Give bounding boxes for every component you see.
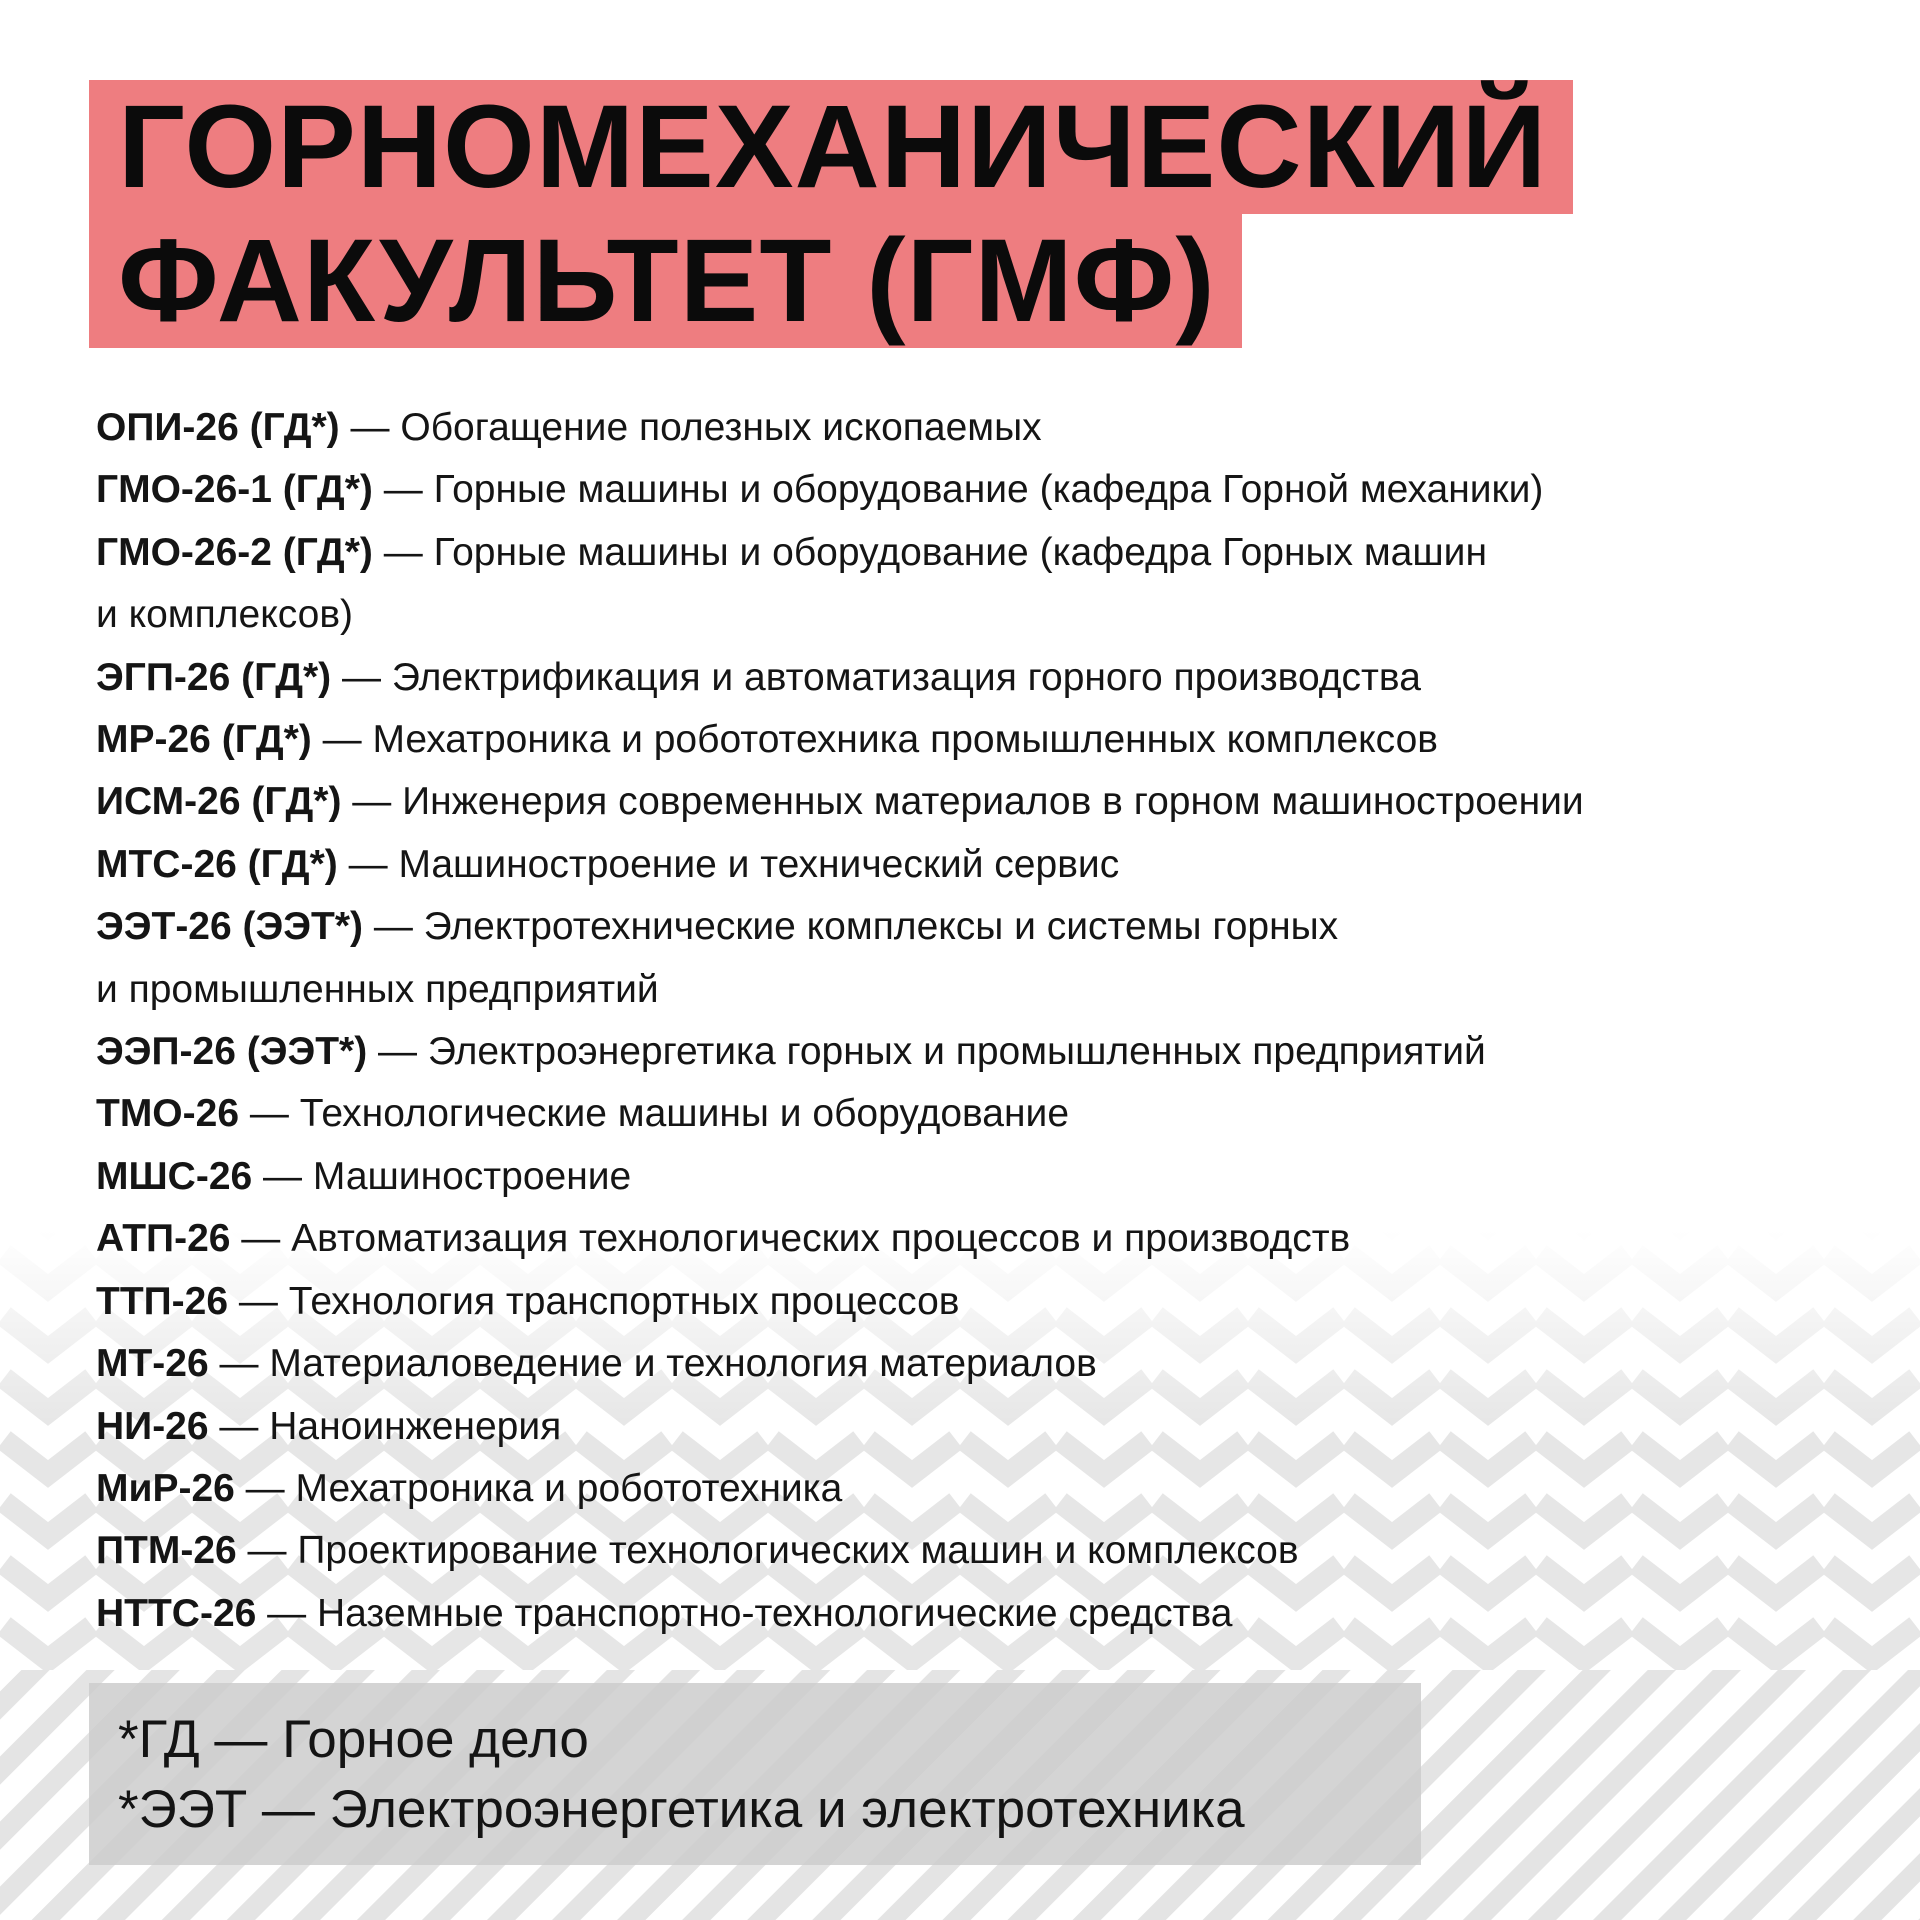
program-name: Горные машины и оборудование (кафедра Горной механики)	[433, 468, 1544, 512]
program-separator: —	[341, 780, 403, 824]
program-separator: —	[252, 1154, 313, 1198]
program-item	[96, 647, 1896, 709]
program-name: Автоматизация технологических процессов и производств	[291, 1217, 1351, 1261]
program-name: Горные машины и оборудование (кафедра Горных машин	[433, 530, 1487, 574]
program-name-continued: и промышленных предприятий	[96, 967, 659, 1011]
program-name-continued: и комплексов)	[96, 593, 354, 637]
program-name: Машиностроение и технический сервис	[398, 842, 1120, 886]
program-code: НТТС-26	[96, 1591, 257, 1635]
program-separator: —	[239, 1092, 300, 1136]
page-title	[89, 80, 1573, 348]
program-separator: —	[208, 1404, 270, 1448]
program-name: Мехатроника и робототехника промышленных комплексов	[372, 718, 1439, 762]
program-list	[96, 397, 1896, 1645]
program-name: Проектирование технологических машин и комплексов	[297, 1529, 1299, 1573]
program-code: ГМО-26-1 (ГД*)	[96, 468, 373, 512]
program-item	[96, 522, 1896, 647]
title-line-1: ГОРНОМЕХАНИЧЕСКИЙ	[89, 80, 1573, 214]
program-separator: —	[256, 1591, 318, 1635]
program-separator: —	[362, 905, 424, 949]
program-item	[96, 771, 1896, 833]
program-name: Электрификация и автоматизация горного производства	[391, 655, 1421, 699]
program-name: Электротехнические комплексы и системы горных	[423, 905, 1339, 949]
program-code: ЭЭТ-26 (ЭЭТ*)	[96, 905, 363, 949]
program-item	[96, 1583, 1896, 1645]
program-name: Технология транспортных процессов	[288, 1279, 960, 1323]
program-code: АТП-26	[96, 1217, 231, 1261]
program-separator: —	[228, 1279, 289, 1323]
program-separator: —	[236, 1529, 298, 1573]
program-item	[96, 1083, 1896, 1145]
program-name: Мехатроника и робототехника	[295, 1466, 843, 1510]
program-item	[96, 1520, 1896, 1582]
program-name: Наземные транспортно-технологические средства	[317, 1591, 1233, 1635]
program-item	[96, 1146, 1896, 1208]
legend-eet: *ЭЭТ — Электроэнергетика и электротехника	[118, 1780, 1245, 1839]
legend-gd: *ГД — Горное дело	[118, 1710, 589, 1769]
program-name: Наноинженерия	[269, 1404, 562, 1448]
program-separator: —	[367, 1030, 428, 1074]
program-item	[96, 1271, 1896, 1333]
program-separator: —	[372, 530, 434, 574]
program-code: ОПИ-26 (ГД*)	[96, 406, 340, 449]
program-code: ГМО-26-2 (ГД*)	[96, 530, 373, 574]
program-separator: —	[208, 1342, 270, 1386]
abbreviation-legend	[89, 1683, 1421, 1865]
program-code: ТТП-26	[96, 1279, 229, 1323]
program-item	[96, 1458, 1896, 1520]
program-separator: —	[234, 1466, 296, 1510]
program-name: Машиностроение	[312, 1154, 632, 1198]
program-item	[96, 1208, 1896, 1270]
program-code: ЭГП-26 (ГД*)	[96, 655, 332, 699]
program-separator: —	[230, 1217, 292, 1261]
program-code: ПТМ-26	[96, 1529, 237, 1573]
program-code: МШС-26	[96, 1154, 253, 1198]
program-item	[96, 1021, 1896, 1083]
program-name: Электроэнергетика горных и промышленных предприятий	[427, 1030, 1486, 1074]
program-code: НИ-26	[96, 1404, 209, 1448]
program-item	[96, 709, 1896, 771]
program-name: Материаловедение и технология материалов	[269, 1342, 1097, 1386]
program-code: ИСМ-26 (ГД*)	[96, 780, 342, 824]
program-separator: —	[311, 718, 373, 762]
program-name: Инженерия современных материалов в горном машиностроении	[402, 780, 1584, 824]
program-item	[96, 1333, 1896, 1395]
title-line-2: ФАКУЛЬТЕТ (ГМФ)	[89, 214, 1242, 348]
program-item	[96, 1396, 1896, 1458]
program-code: ЭЭП-26 (ЭЭТ*)	[96, 1030, 368, 1074]
program-name: Обогащение полезных ископаемых	[400, 406, 1042, 449]
program-separator: —	[331, 655, 392, 699]
program-code: МиР-26	[96, 1466, 235, 1510]
program-code: МТ-26	[96, 1342, 209, 1386]
program-separator: —	[339, 406, 401, 449]
program-code: МР-26 (ГД*)	[96, 718, 312, 762]
program-item	[96, 834, 1896, 896]
program-separator: —	[337, 842, 399, 886]
program-item	[96, 459, 1896, 521]
program-item	[96, 397, 1896, 459]
program-separator: —	[372, 468, 434, 512]
program-name: Технологические машины и оборудование	[299, 1092, 1070, 1136]
program-code: МТС-26 (ГД*)	[96, 842, 338, 886]
program-code: ТМО-26	[96, 1092, 240, 1136]
program-item	[96, 896, 1896, 1021]
